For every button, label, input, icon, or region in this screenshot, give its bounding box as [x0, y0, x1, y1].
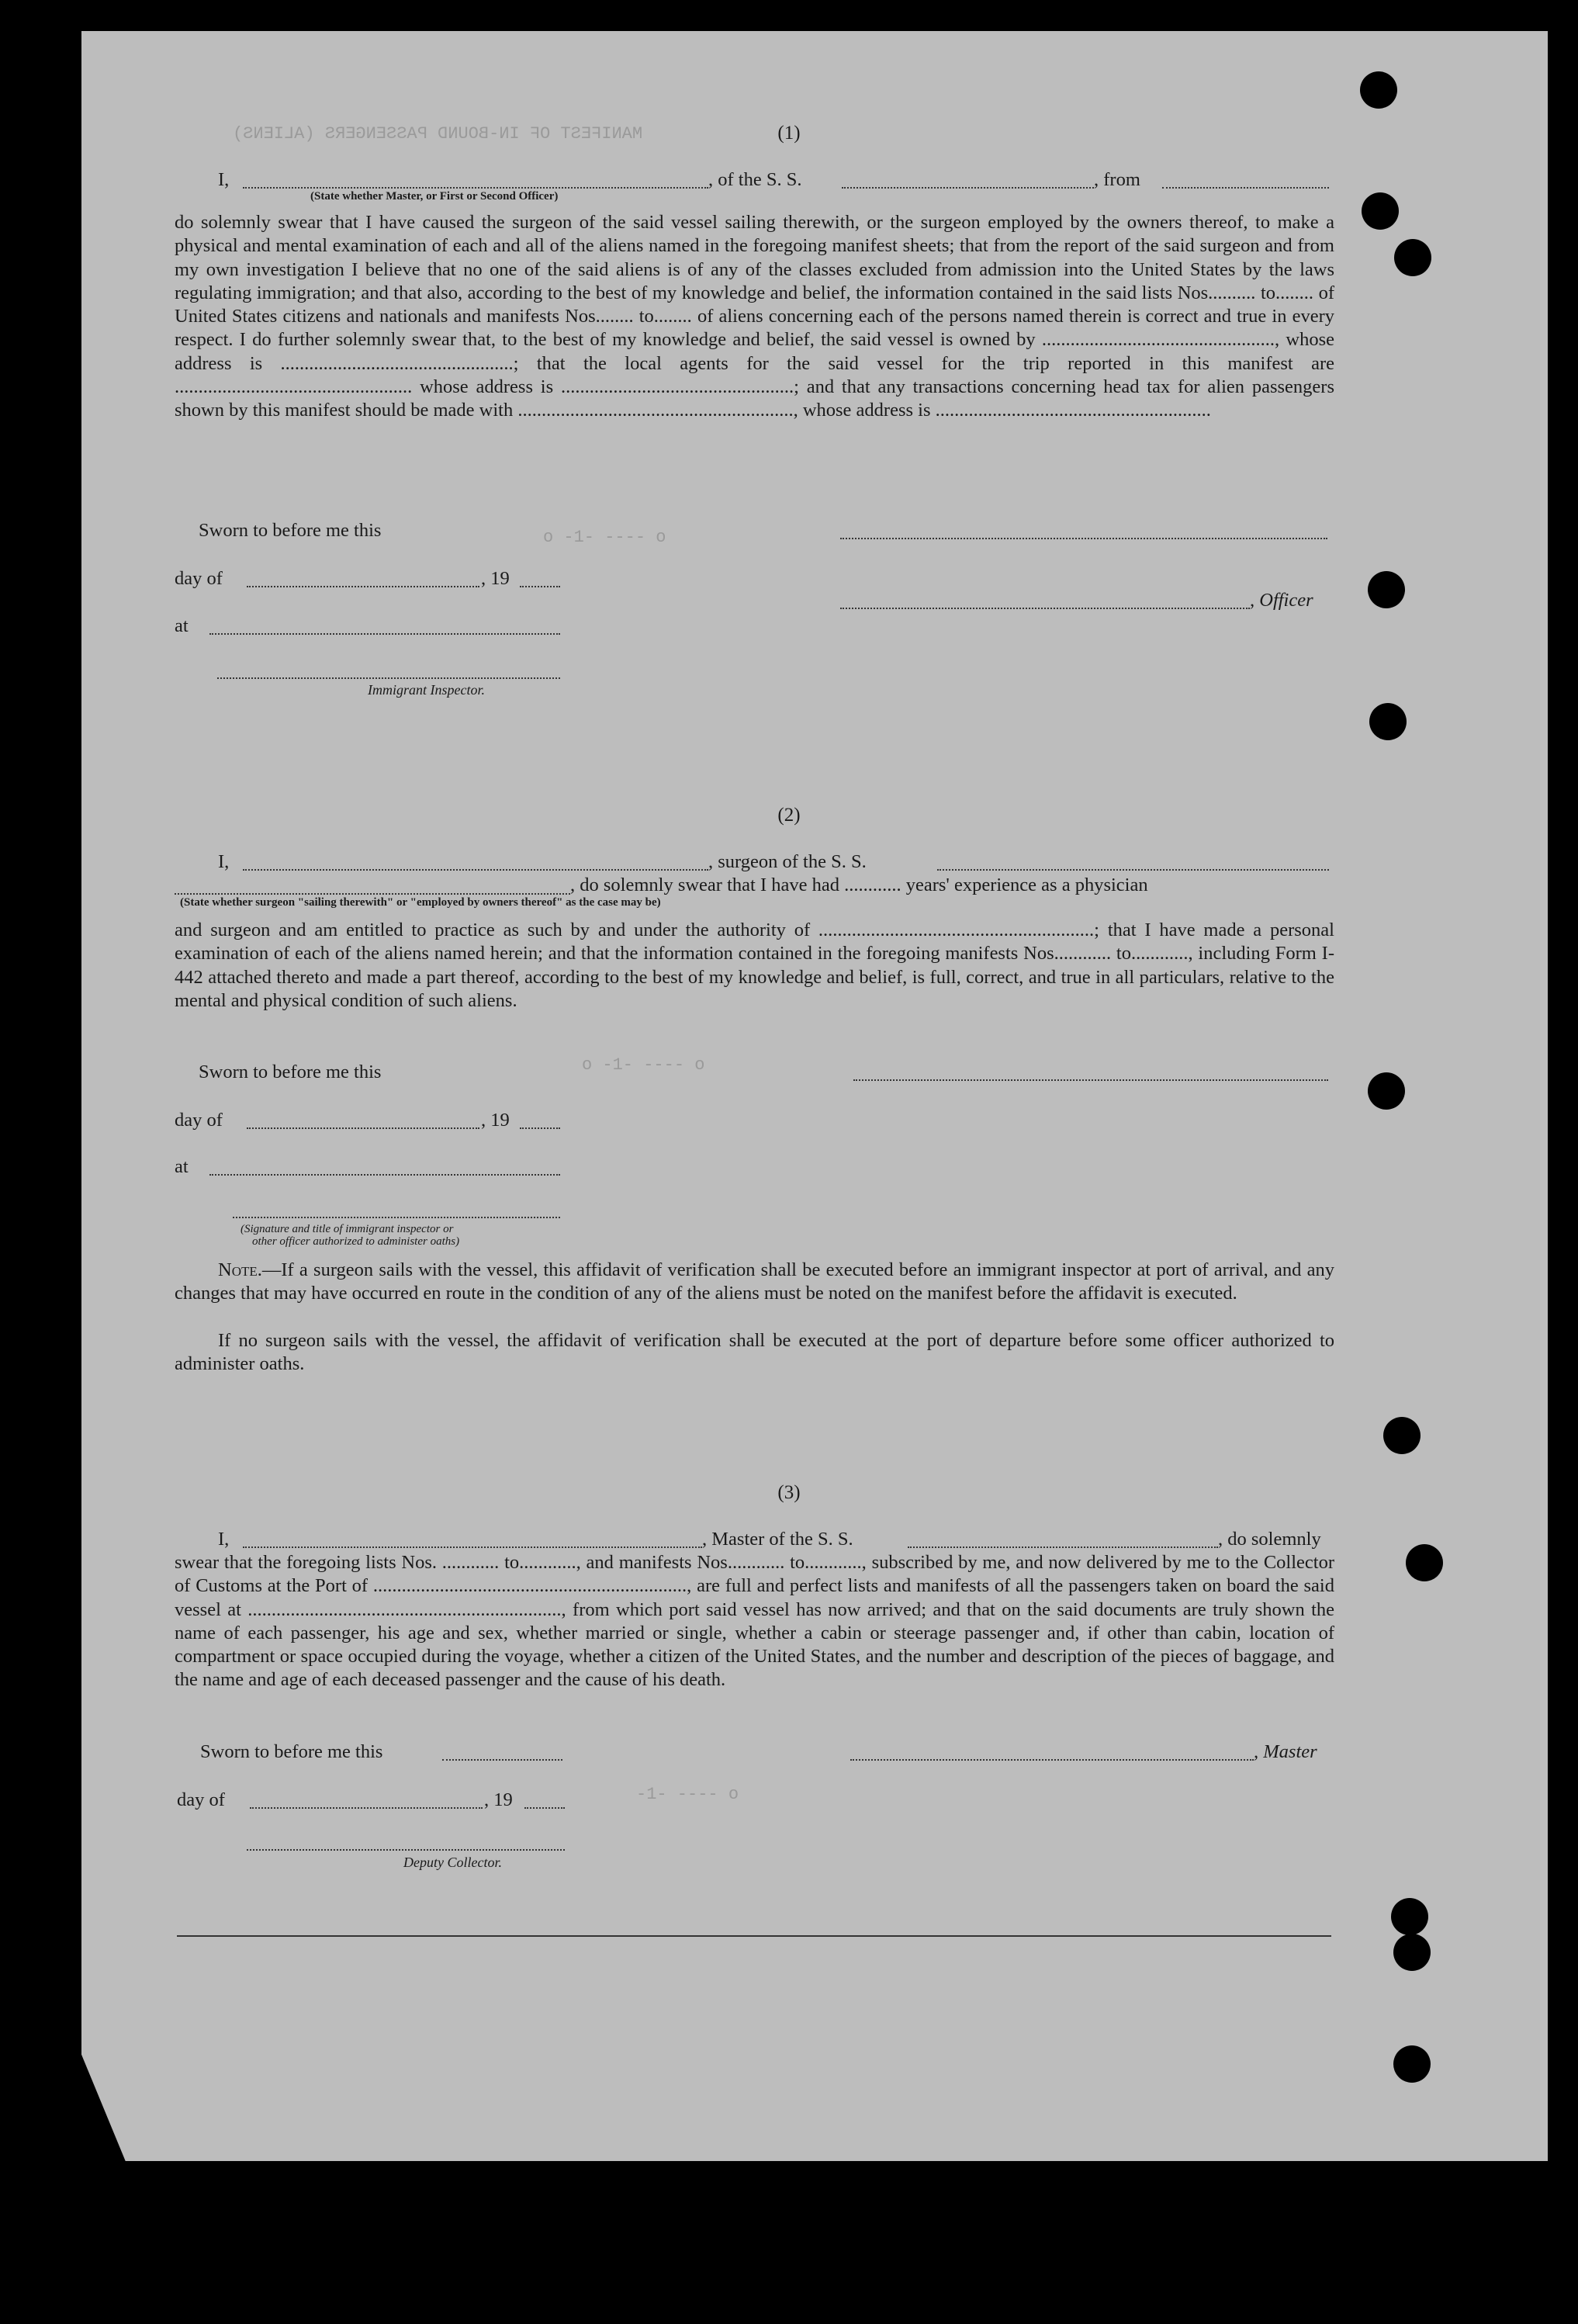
surgeon-name-field[interactable] [243, 868, 708, 871]
inspector-signature-field[interactable] [233, 1216, 560, 1218]
master-name-field[interactable] [243, 1546, 702, 1548]
do-solemnly-label: , do solemnly [1218, 1529, 1321, 1550]
day-field[interactable] [250, 1806, 483, 1809]
immigrant-inspector-label: Immigrant Inspector. [368, 682, 485, 698]
sworn-date-field[interactable] [840, 537, 1327, 539]
punch-hole [1391, 1898, 1428, 1935]
master-of-ss-label: , Master of the S. S. [702, 1529, 853, 1550]
year-label: , 19 [481, 568, 510, 589]
day-field[interactable] [247, 1127, 479, 1129]
years-experience-text: , do solemnly swear that I have had ............ years' experience as a physician [570, 875, 1148, 895]
deputy-collector-label: Deputy Collector. [403, 1855, 502, 1870]
officer-signature-field[interactable] [840, 607, 1250, 609]
day-of-label: day of [177, 1789, 225, 1810]
punch-hole [1368, 1072, 1405, 1110]
year-label: , 19 [484, 1789, 513, 1810]
day-of-label: day of [175, 1110, 223, 1131]
section-2-i: I, [218, 851, 230, 872]
surgeon-status-note: (State whether surgeon "sailing therewith" or "employed by owners thereof" as the case may be) [180, 896, 661, 909]
note-paragraph [175, 1259, 1334, 1306]
surgeon-vessel-field[interactable] [937, 868, 1329, 871]
master-signature-field[interactable] [850, 1758, 1254, 1761]
punch-hole [1368, 571, 1405, 608]
punch-hole [1362, 192, 1399, 230]
section-3-oath-text: swear that the foregoing lists Nos. ............ to............, and manifests Nos............ to............, subscribed by me, and now delivered by me to the Collector of Customs at the Port of .................................................................., are full and perfect lists and manifests of all the passengers taken on board the said vessel at .................................................................., from which port said vessel has now arrived; and that on the said documents are truly shown the name of each passenger, his age and sex, whether married or single, whether a cabin or steerage passenger and, if other than cabin, location of compartment or space occupied during the voyage, whether a citizen of the United States, and the number and description of the pieces of baggage, and the name and age of each deceased passenger and the cause of his death. [175, 1552, 1334, 1691]
punch-hole [1383, 1417, 1421, 1454]
deputy-signature-field[interactable] [247, 1848, 565, 1851]
year-field[interactable] [520, 585, 560, 587]
bleed-through-text: o -1- ---- o [543, 528, 666, 547]
surgeon-of-ss-label: , surgeon of the S. S. [708, 851, 867, 872]
section-3-i: I, [218, 1529, 230, 1550]
year-field[interactable] [520, 1127, 560, 1129]
sworn-date-field[interactable] [442, 1758, 562, 1761]
sworn-label: Sworn to before me this [199, 520, 382, 541]
at-field[interactable] [209, 632, 560, 635]
bleed-through-text: MANIFEST OF IN-BOUND PASSENGERS (ALIENS) [233, 124, 643, 144]
at-field[interactable] [209, 1173, 560, 1176]
of-the-ss-label: , of the S. S. [708, 169, 802, 190]
year-field[interactable] [524, 1806, 565, 1809]
punch-hole [1369, 703, 1407, 740]
section-1-i: I, [218, 169, 230, 190]
punch-hole [1393, 1934, 1431, 1971]
sworn-date-field[interactable] [853, 1079, 1328, 1081]
bleed-through-text: o -1- ---- o [582, 1055, 705, 1075]
signature-note: other officer authorized to administer oaths) [252, 1235, 460, 1248]
note-paragraph-2: If no surgeon sails with the vessel, the affidavit of verification shall be executed at the port of departure before some officer authorized to administer oaths. [175, 1330, 1334, 1375]
sworn-label: Sworn to before me this [200, 1741, 383, 1762]
signature-note: (Signature and title of immigrant inspector or [241, 1223, 454, 1235]
departure-port-field[interactable] [1162, 186, 1329, 189]
master-vessel-field[interactable] [908, 1546, 1218, 1548]
officer-label: , Officer [1250, 590, 1313, 611]
at-label: at [175, 1156, 189, 1177]
surgeon-status-field[interactable] [175, 892, 570, 895]
note-label: Note. [218, 1259, 262, 1280]
vessel-name-field[interactable] [842, 186, 1094, 189]
day-field[interactable] [247, 585, 479, 587]
sworn-label: Sworn to before me this [199, 1062, 382, 1082]
punch-hole [1393, 2045, 1431, 2083]
inspector-signature-field[interactable] [217, 677, 560, 679]
punch-hole [1406, 1544, 1443, 1581]
at-label: at [175, 615, 189, 636]
day-of-label: day of [175, 568, 223, 589]
master-label: , Master [1254, 1741, 1317, 1762]
note-text: —If a surgeon sails with the vessel, this affidavit of verification shall be executed before an immigrant inspector at port of arrival, and any changes that may have occurred en route in the condition of any of the aliens must be noted on the manifest before the affidavit is executed. [175, 1259, 1334, 1304]
section-2-number: (2) [777, 805, 801, 826]
punch-hole [1360, 71, 1397, 109]
year-label: , 19 [481, 1110, 510, 1131]
section-1-oath-text: do solemnly swear that I have caused the surgeon of the said vessel sailing therewith, or the surgeon employed by the owners thereof, to make a physical and mental examination of each and all of the aliens named in the foregoing manifest sheets; that from the report of the said surgeon and from my own investigation I believe that no one of the said aliens is of any of the classes excluded from admission into the United States by the laws regulating immigration; and that also, according to the best of my knowledge and belief, the information contained in the said lists Nos.......... to........ of United States citizens and nationals and manifests Nos........ to........ of aliens concerning each of the persons named therein is correct and true in every respect. I do further solemnly swear that, to the best of my knowledge and belief, the said vessel is owned by ................................................., whose address is .................................................; that the local agents for the said vessel for the trip reported in this manifest are .................................................. whose address is .................................................; and that any transactions concerning head tax for alien passengers shown by this manifest should be made with .........................................................., whose address is .......................................................... [175, 212, 1334, 421]
bleed-through-text: -1- ---- o [636, 1785, 739, 1804]
officer-name-field[interactable] [243, 186, 708, 189]
bottom-rule [177, 1935, 1331, 1937]
officer-rank-note: (State whether Master, or First or Second Officer) [310, 190, 559, 203]
section-2-oath-text: and surgeon and am entitled to practice as such by and under the authority of ..........................................................; that I have made a personal examination of each of the aliens named herein; and that the information contained in the foregoing manifests Nos............ to............, including Form I-442 attached thereto and made a part thereof, according to the best of my knowledge and belief, is full, correct, and true in all particulars, relative to the mental and physical condition of such aliens. [175, 920, 1334, 1011]
section-3-number: (3) [777, 1482, 801, 1503]
section-1-number: (1) [777, 123, 801, 144]
from-label: , from [1094, 169, 1140, 190]
punch-hole [1394, 239, 1431, 276]
